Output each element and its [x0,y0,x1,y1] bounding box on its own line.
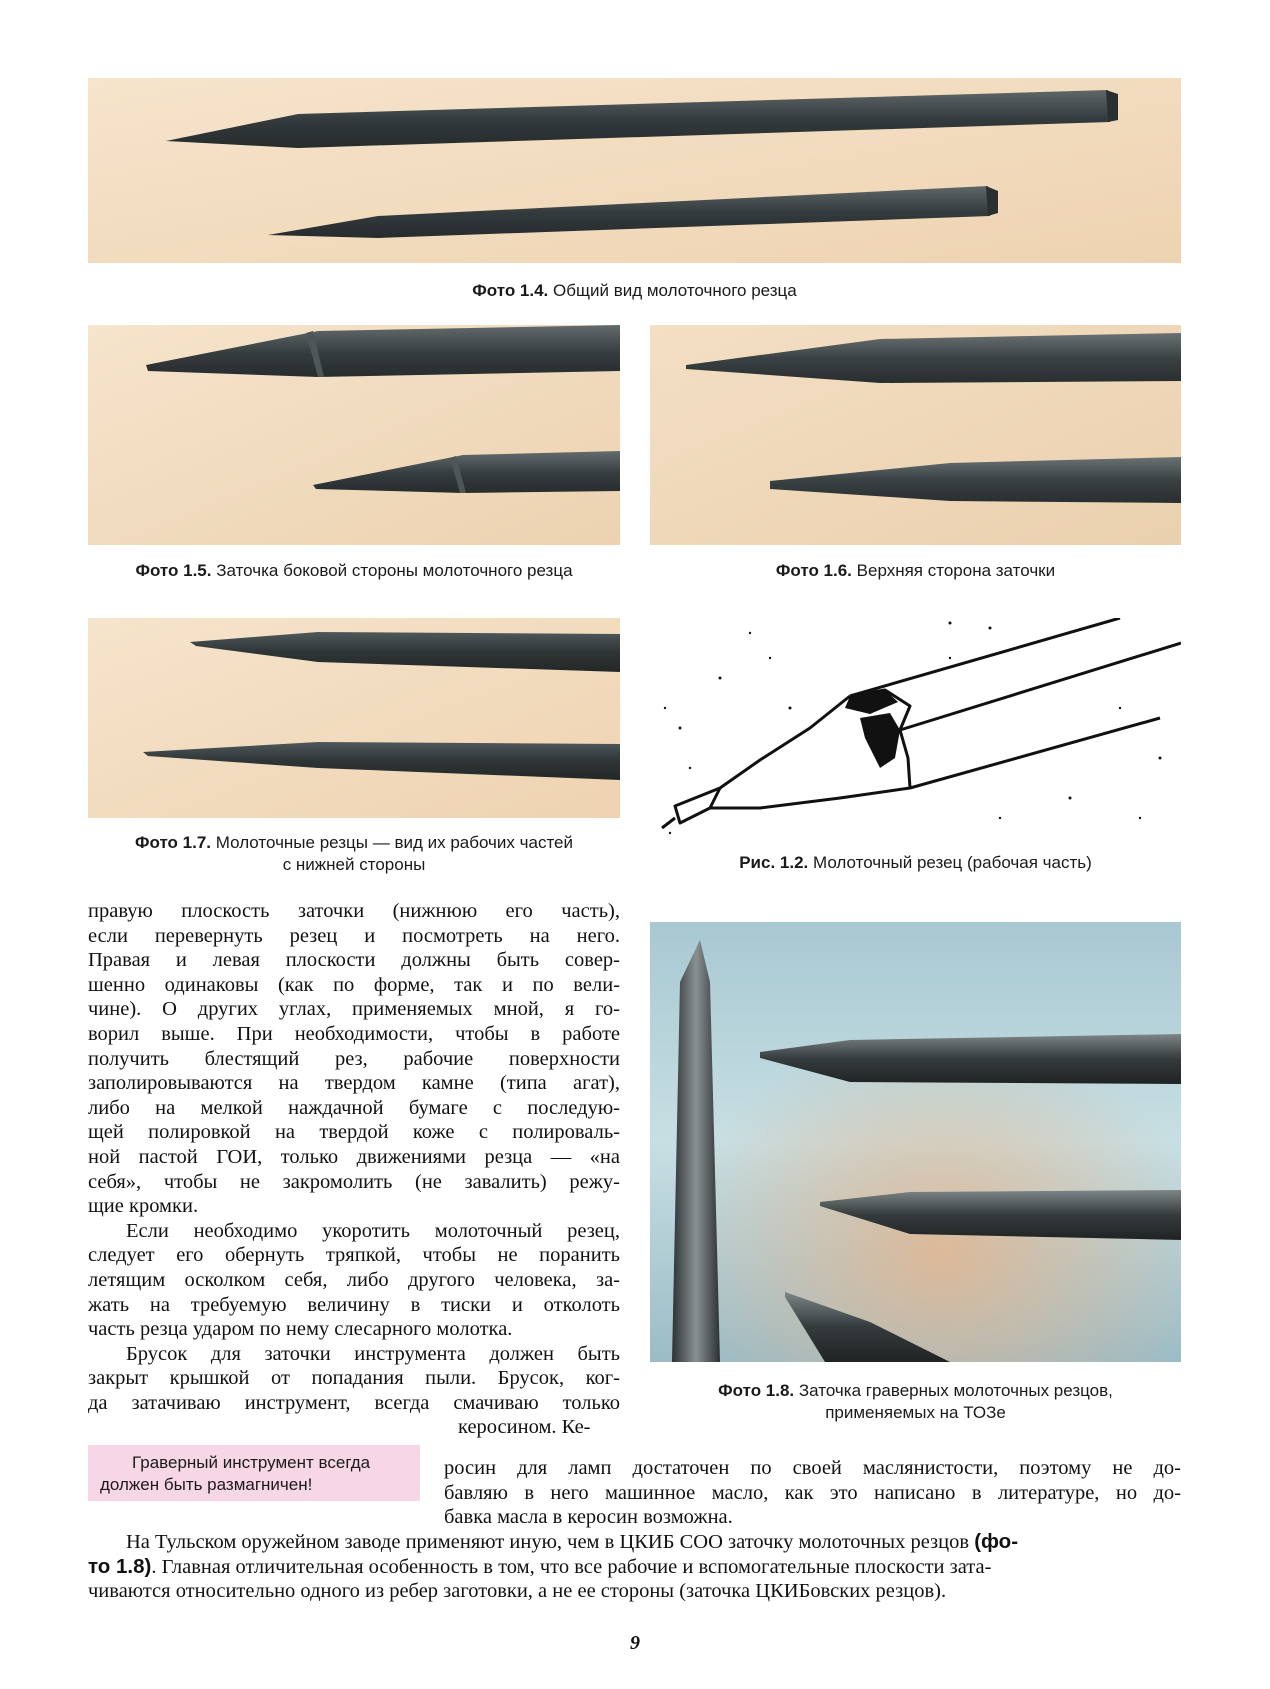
paragraph-2 [88,1219,620,1342]
caption-photo-1-6 [650,560,1181,582]
text-line: щие кромки. [88,1195,199,1218]
caption-photo-1-8 [650,1380,1181,1424]
caption-label: Фото 1.4. [472,281,549,300]
paragraph-3 [88,1342,620,1416]
text-line: щей полировкой на твердой коже с полироваль- [88,1121,620,1144]
text-line: следует его обернуть тряпкой, чтобы не поранить [88,1244,620,1267]
text-line: Правая и левая плоскости должны быть совер- [88,949,620,972]
caption-label: Фото 1.6. [775,561,852,580]
caption-photo-1-5 [88,560,620,582]
paragraph-1 [88,899,620,1219]
text-line: закрыт крышкой от попадания пыли. Брусок, ког- [88,1367,620,1390]
caption-label: Рис. 1.2. [739,853,809,872]
text-line: получить блестящий рез, рабочие поверхности [88,1047,620,1070]
text-line: Брусок для заточки инструмента должен быть [126,1342,620,1365]
text-line: Если необходимо укоротить молоточный резец, [126,1219,620,1242]
caption-text: Верхняя сторона заточки [856,561,1056,580]
paragraph-3-continuation [444,1456,1181,1530]
paragraph-4-part-b: . Главная отличительная особенность в том, что все рабочие и вспомогательные плоскости зата- [151,1555,992,1578]
caption-label: Фото 1.5. [135,561,212,580]
paragraph-4-part-c: чиваются относительно одного из ребер заготовки, а не ее стороны (заточка ЦКИБовских резцов). [88,1580,947,1603]
caption-label: Фото 1.8. [718,1381,795,1400]
body-column-text [88,899,620,1440]
photo-ref-part2: то 1.8) [88,1554,152,1578]
caption-text-line1: Молоточные резцы — вид их рабочих частей [215,833,573,852]
text-line: если перевернуть резец и посмотреть на него. [88,924,620,947]
photo-1-8 [650,922,1181,1362]
page-number: 9 [630,1632,640,1654]
caption-text-line2: с нижней стороны [282,855,426,874]
text-line: бавляю в него машинное масло, как это написано в литературе, но до- [444,1481,1181,1504]
caption-text: Молоточный резец (рабочая часть) [812,853,1092,872]
text-line: бавка масла в керосин возможна. [444,1506,733,1529]
text-line: заполировываются на твердом камне (типа агат), [88,1072,620,1095]
note-line1: Граверный инструмент всегда [132,1453,371,1472]
figure-1-2-drawing [650,618,1181,838]
photo-ref-part1: (фо- [974,1530,1019,1553]
photo-1-6 [650,325,1181,545]
text-line: да затачиваю инструмент, всегда смачиваю только [88,1391,620,1414]
paragraph-4-part-a: На Тульском оружейном заводе применяют иную, чем в ЦКИБ СОО заточку молоточных резцов [126,1531,975,1553]
text-line: ной пастой ГОИ, только движениями резца — «на [88,1145,620,1168]
caption-text: Общий вид молоточного резца [553,281,797,300]
photo-1-7 [88,618,620,818]
caption-label: Фото 1.7. [134,833,212,852]
caption-photo-1-4 [88,280,1181,302]
text-line: либо на мелкой наждачной бумаге с последую- [88,1096,620,1119]
caption-text-line2: применяемых на ТОЗе [825,1403,1006,1422]
note-line2: должен быть размагничен! [100,1475,313,1494]
caption-text-line1: Заточка граверных молоточных резцов, [798,1381,1113,1400]
caption-text: Заточка боковой стороны молоточного резца [216,561,573,580]
text-line: чине). О других углах, применяемых мной, я го- [88,998,620,1021]
photo-1-5 [88,325,620,545]
note-box [88,1445,420,1501]
text-line: летящим осколком себя, либо другого человека, за- [88,1268,620,1291]
text-line: росин для ламп достаточен по своей маслянистости, поэтому не до- [444,1457,1181,1479]
caption-figure-1-2 [650,852,1181,874]
paragraph-3-short: керосином. Ке- [458,1416,591,1439]
text-line: часть резца ударом по нему слесарного молотка. [88,1318,513,1341]
photo-1-4 [88,78,1181,263]
text-line: себя», чтобы не закромолить (не завалить) режу- [88,1170,620,1193]
text-line: жать на требуемую величину в тиски и отколоть [88,1293,620,1316]
text-line: ворил выше. При необходимости, чтобы в работе [88,1022,620,1045]
text-line: правую плоскость заточки (нижнюю его часть), [88,900,620,922]
caption-photo-1-7 [88,832,620,876]
paragraph-4 [88,1530,1181,1604]
text-line: шенно одинаковы (как по форме, так и по вели- [88,973,620,996]
